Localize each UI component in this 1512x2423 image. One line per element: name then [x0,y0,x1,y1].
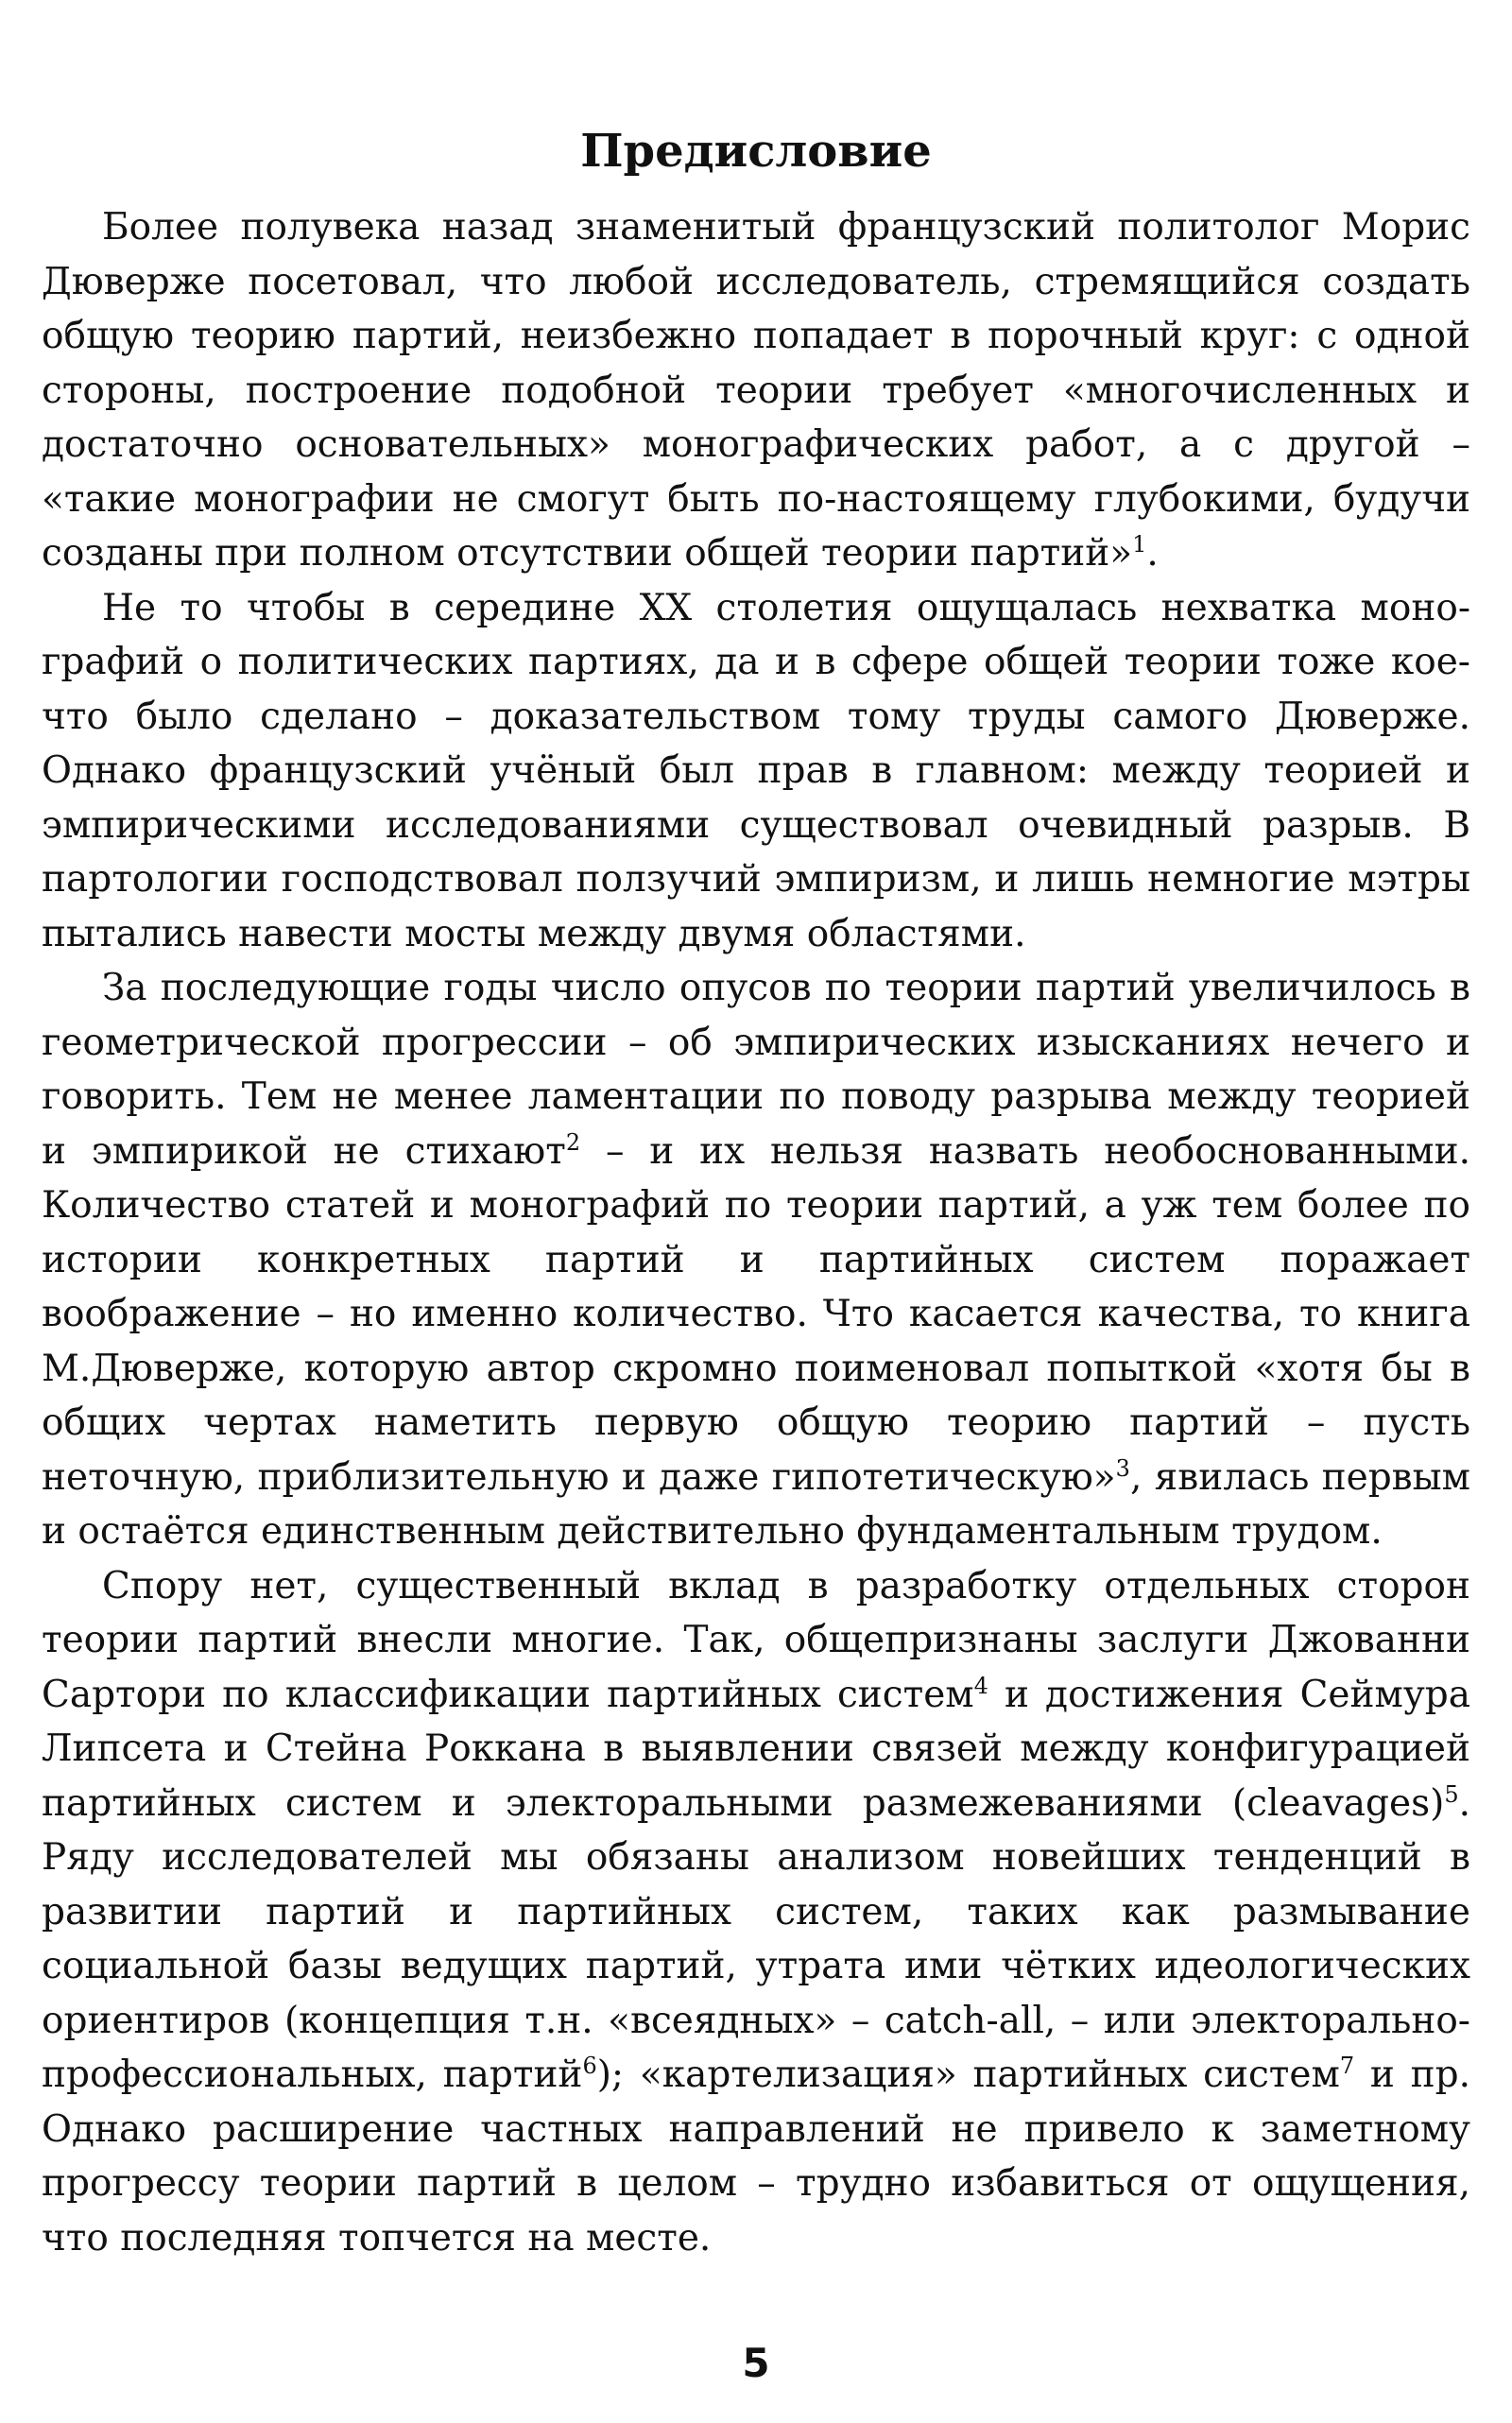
paragraph-text: и достижения Сеймура Липсета и Стейна Роккана в выявлении связей между конфигурацией партийных систем и электоральными размежеваниями (cleavages) [42,1673,1470,1825]
paragraph-1 [42,200,1470,581]
footnote-marker[interactable]: 7 [1339,2053,1355,2079]
paragraph-3 [42,961,1470,1559]
paragraph-4 [42,1559,1470,2266]
footnote-marker[interactable]: 3 [1115,1454,1130,1482]
paragraph-text: Спору нет, существенный вклад в разработку отдельных сторон теории партий внесли многие. Так, общепризнаны заслуги Джованни Сартори по классификации партийных систем [42,1564,1470,1716]
paragraph-text: Не то чтобы в середине XX столетия ощущалась нехватка монографий о политических партиях, да и в сфере общей теории тоже кое-что было сделано – доказательством тому труды самого Дюверже. Однако французский учёный был прав в главном: между теорией и эмпирическими исследованиями существовал очевидный разрыв. В партологии господствовал ползучий эмпиризм, и лишь немногие мэтры пытались навести мосты между двумя областями. [42,586,1470,955]
page-number: 5 [742,2340,770,2386]
paragraph-text: ); «картелизация» партийных систем [596,2054,1340,2096]
paragraph-text: . [1146,532,1159,575]
paragraph-text: – и их нельзя назвать необоснованными. Количество статей и монографий по теории партий, а уж тем более по истории конкретных партий и партийных систем поражает воображение – но именно количество. Что касается качества, то книга М.Дюверже, которую автор скромно поименовал попыткой «хотя бы в общих чертах наметить первую общую теорию партий – пусть неточную, приблизительную и даже гипотетическую» [42,1129,1470,1499]
paragraph-text: и пр. Однако расширение частных направлений не привело к заметному прогрессу теории партий в целом – трудно избавиться от ощущения, что последняя топчется на месте. [42,2054,1470,2260]
paragraph-text: . Ряду исследователей мы обязаны анализом новейших тенденций в развитии партий и партийных систем, таких как размывание социальной базы ведущих партий, утрата ими чётких идеологических ориентиров (концепция т.н. «всеядных» – catch-all, – или электорально-профессиональных, партий [42,1781,1470,2096]
footnote-marker[interactable]: 4 [973,1672,988,1699]
paragraph-2 [42,581,1470,962]
chapter-title: Предисловие [580,125,932,178]
footnote-marker[interactable]: 1 [1132,531,1147,558]
footnote-marker[interactable]: 6 [582,2053,597,2079]
paragraph-text: За последующие годы число опусов по теории партий увеличилось в геометрической прогрессии – об эмпирических изысканиях нечего и говорить. Тем не менее ламентации по поводу разрыва между теорией и эмпирикой не стихают [42,967,1470,1173]
book-page [42,123,1470,2265]
footnote-marker[interactable]: 5 [1444,1780,1459,1808]
footnote-marker[interactable]: 2 [565,1128,581,1156]
paragraph-text: Более полувека назад знаменитый французский политолог Морис Дюверже посетовал, что любой исследователь, стремящийся создать общую теорию партий, неизбежно попадает в порочный круг: с одной стороны, построение подобной теории требует «многочисленных и достаточно основательных» монографических работ, а с другой – «такие монографии не смогут быть по-настоящему глубокими, будучи созданы при полном отсутствии общей теории партий» [42,206,1470,575]
paragraph-text: , явилась первым и остаётся единственным действительно фундаментальным трудом. [42,1455,1471,1553]
